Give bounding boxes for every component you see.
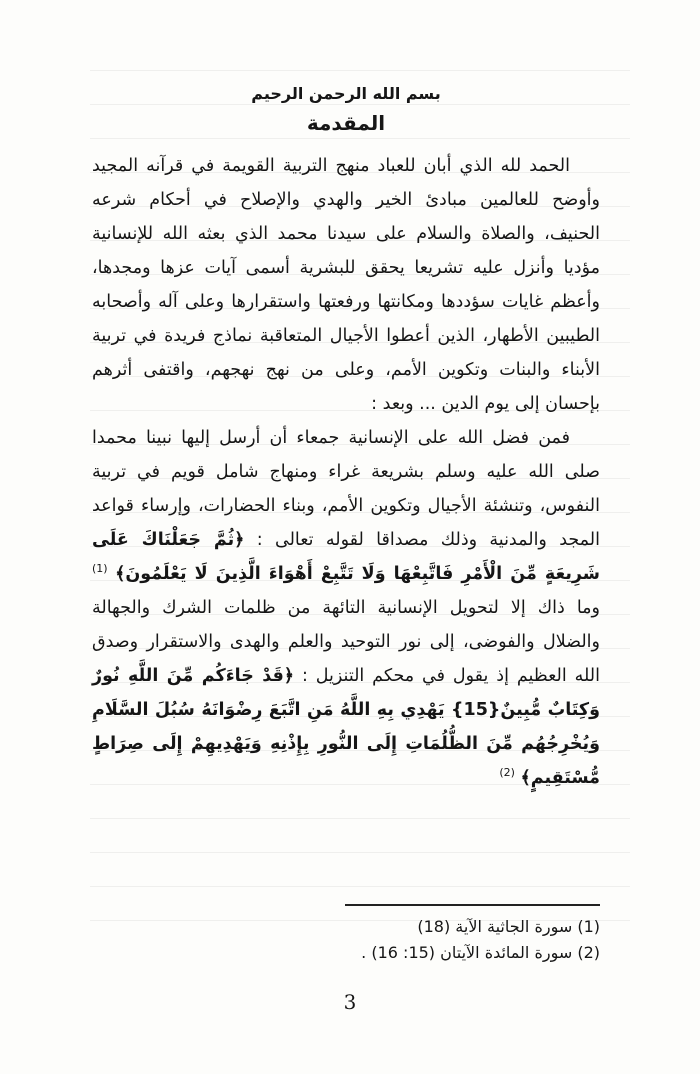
footnote-ref-1: (1) xyxy=(92,562,108,576)
paragraph-2-text-b: وما ذاك إلا لتحويل الإنسانية التائهة من ظلمات الشرك والجهالة والضلال والفوضى، إلى نور التوحيد والعلم والهدى والاستقرار وصدق الله العظيم إذ يقول في محكم التنزيل : xyxy=(92,598,601,686)
page-number: 3 xyxy=(343,990,357,1014)
basmala-heading: بسم الله الرحمن الرحيم xyxy=(251,84,441,103)
paragraph-2-text-a: فمن فضل الله على الإنسانية جمعاء أن أرسل إليها نبينا محمدا صلى الله عليه وسلم بشريعة غراء ومنهاج شامل قويم في تربية النفوس، وتنشئة الأجيال وتكوين الأمم، وبناء الحضارات، وإرساء قواعد المجد والمدنية وذلك مصداقا لقوله تعالى : xyxy=(92,428,600,550)
page-title: المقدمة xyxy=(306,111,386,135)
paragraph-2 xyxy=(92,421,600,795)
footnote-2: (2) سورة المائدة الآيتان (15: 16) . xyxy=(361,943,600,962)
footnote-divider xyxy=(345,904,600,906)
quran-verse-1: ﴿ثُمَّ جَعَلْنَاكَ عَلَى شَرِيعَةٍ مِّنَ الْأَمْرِ فَاتَّبِعْهَا وَلَا تَتَّبِعْ أَهْوَاءَ الَّذِينَ لَا يَعْلَمُونَ﴾ xyxy=(92,530,600,584)
body-text xyxy=(92,149,600,795)
footnote-1: (1) سورة الجاثية الآية (18) xyxy=(417,917,600,936)
footnote-ref-2: (2) xyxy=(499,766,515,780)
quran-verse-2: ﴿قَدْ جَاءَكُم مِّنَ اللَّهِ نُورٌ وَكِتَابٌ مُّبِينٌ{15} يَهْدِي بِهِ اللَّهُ مَنِ اتَّبَعَ رِضْوَانَهُ سُبُلَ السَّلَامِ وَيُخْرِجُهُم مِّنَ الظُّلُمَاتِ إِلَى النُّورِ بِإِذْنِهِ وَيَهْدِيهِمْ إِلَى صِرَاطٍ مُّسْتَقِيمٍ﴾ xyxy=(92,666,600,788)
paragraph-1: الحمد لله الذي أبان للعباد منهج التربية القويمة في قرآنه المجيد وأوضح للعالمين مبادئ الخير والهدي والإصلاح في أحكام شرعه الحنيف، والصلاة والسلام على سيدنا محمد الذي بعثه الله للإنسانية مؤديا وأنزل عليه تشريعا يحقق للبشرية أسمى آيات عزها ومجدها، وأعظم غايات سؤددها ومكانتها ورفعتها واستقرارها وعلى آله وأصحابه الطيبين الأطهار، الذين أعطوا الأجيال المتعاقبة نماذج فريدة في تربية الأبناء والبنات وتكوين الأمم، وعلى من نهج نهجهم، واقتفى أثرهم بإحسان إلى يوم الدين ... وبعد : xyxy=(92,156,600,414)
footnotes xyxy=(100,914,600,966)
